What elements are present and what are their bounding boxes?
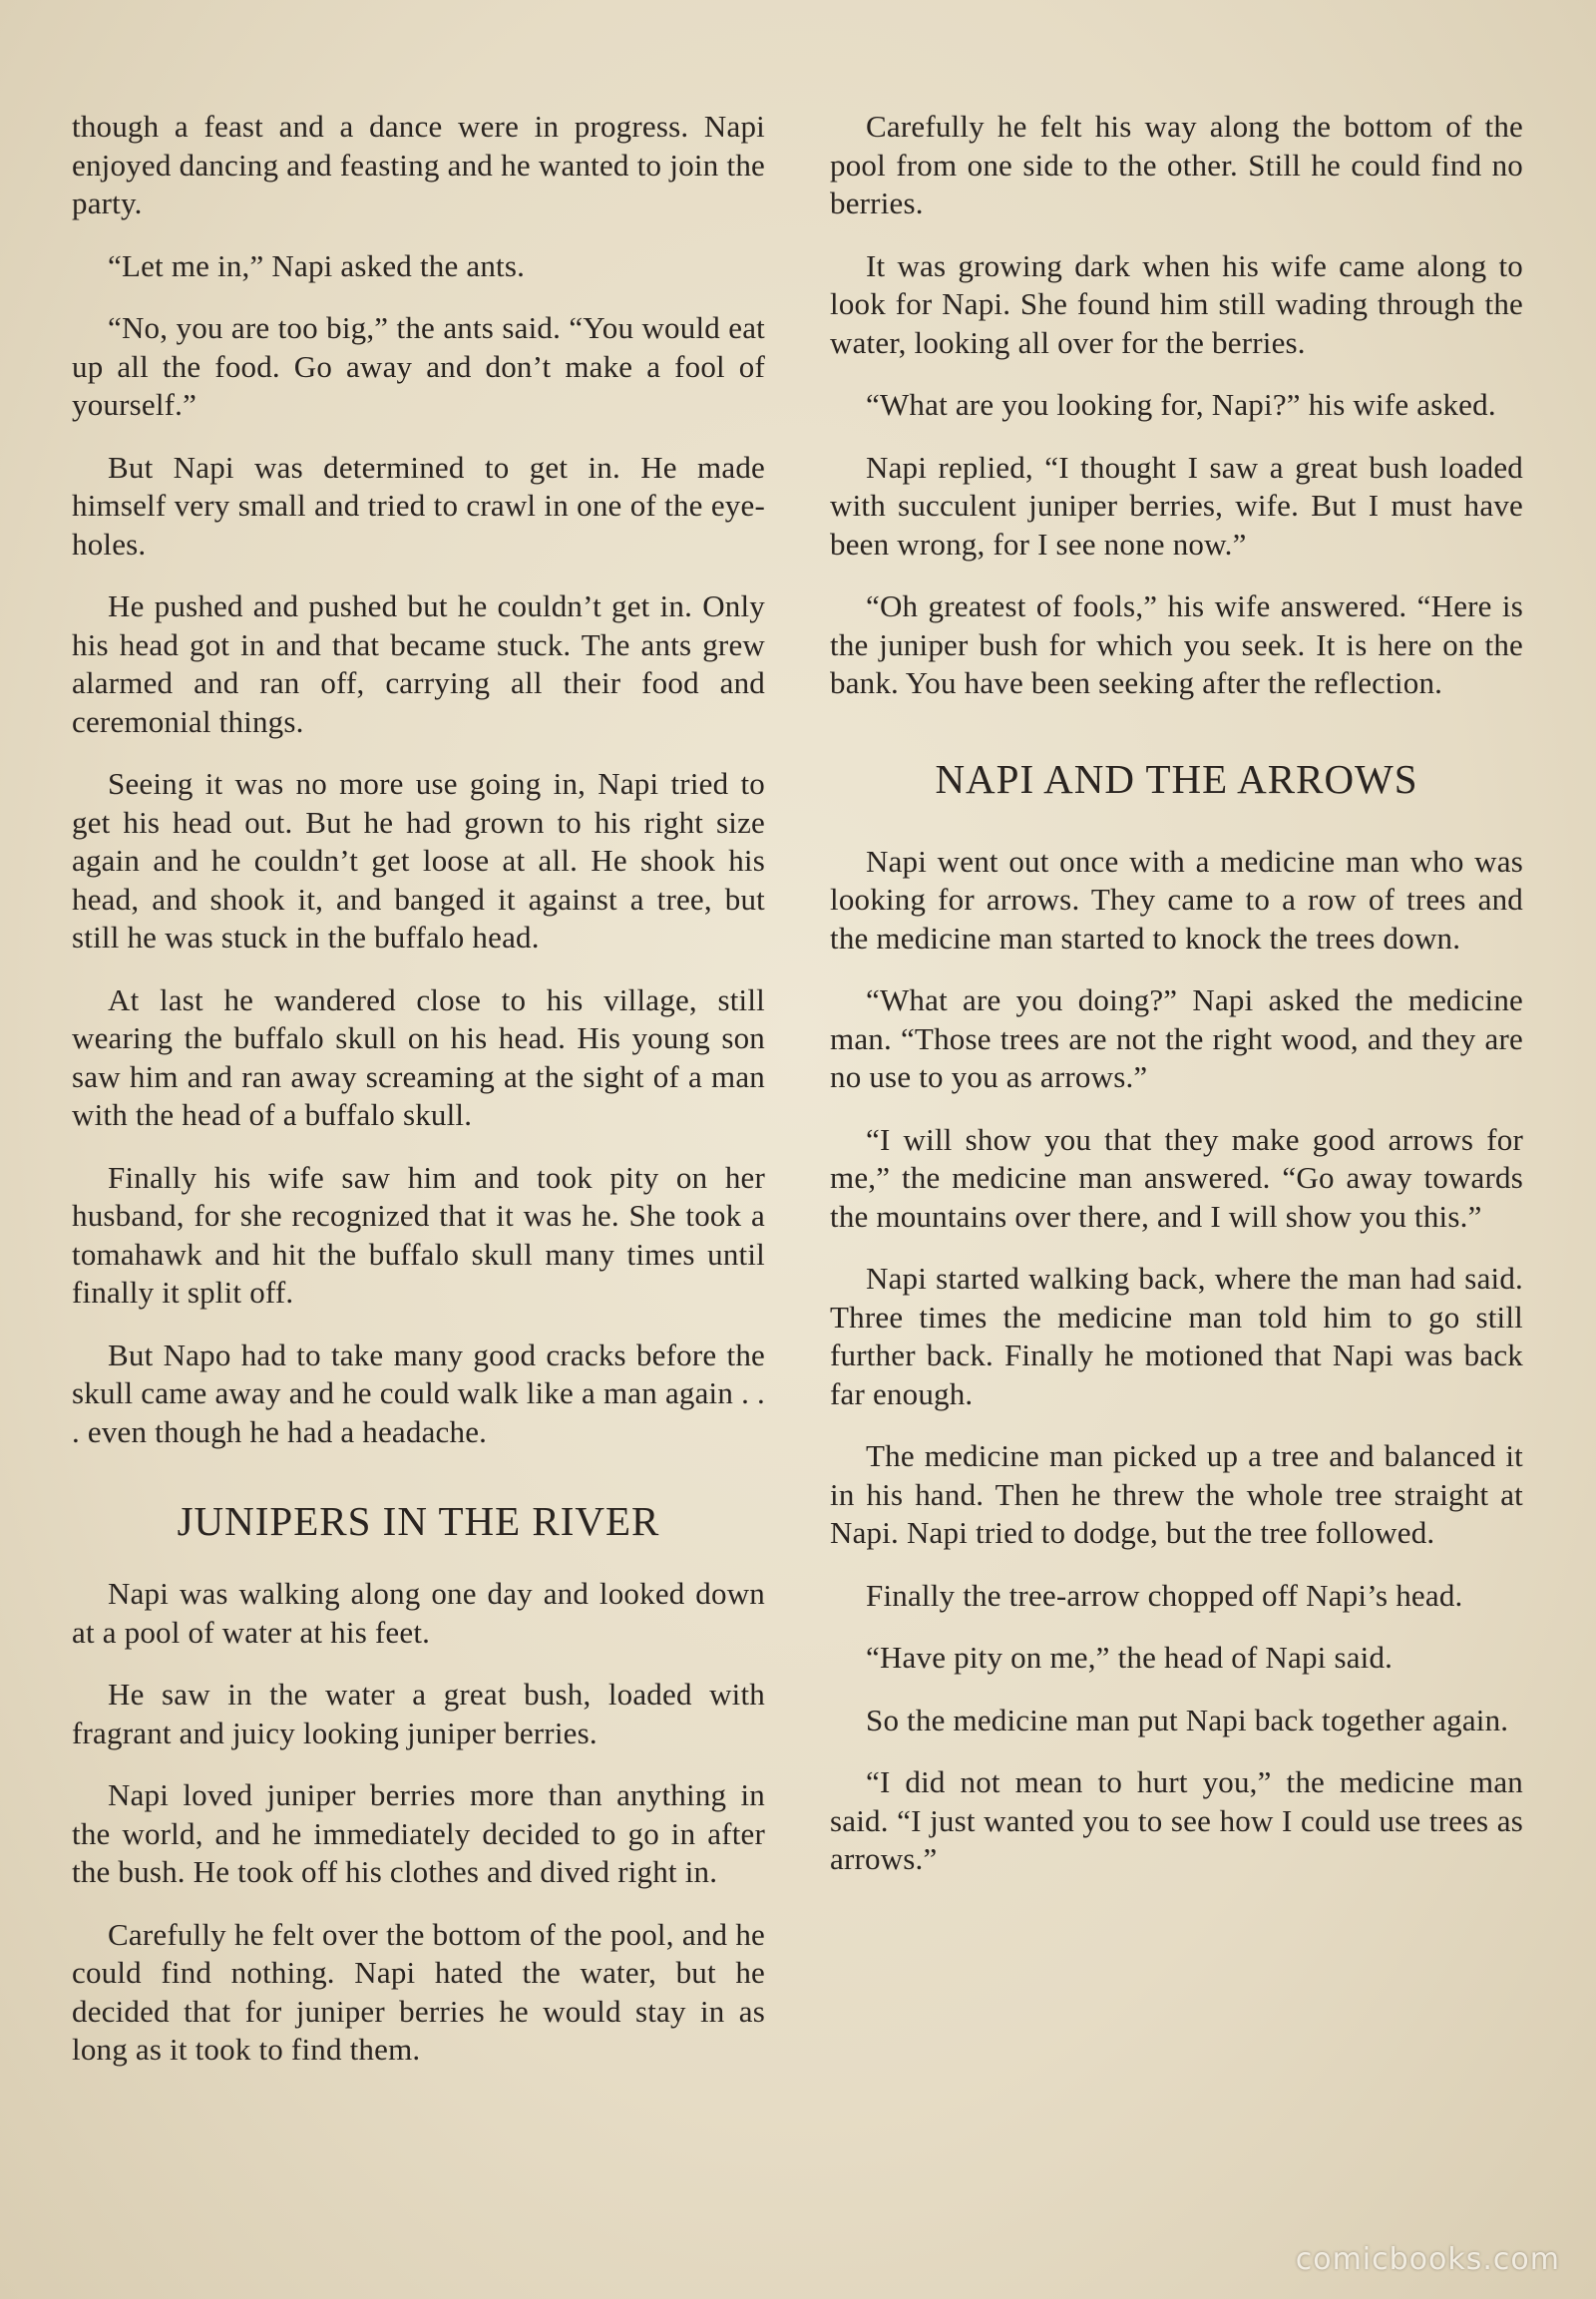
paragraph: “Let me in,” Napi asked the ants. [108, 247, 526, 283]
paragraph: “Oh greatest of fools,” his wife answered. “Here is the juniper bush for which you seek. It is here on the bank. You have been seeking after the reflection. [830, 588, 1523, 700]
paragraph: though a feast and a dance were in progress. Napi enjoyed dancing and feasting and he wanted to join the party. [72, 109, 765, 220]
paragraph: Napi replied, “I thought I saw a great bush loaded with succulent juniper berries, wife. But I must have been wrong, for I see none now.” [830, 449, 1523, 562]
paragraph: Carefully he felt over the bottom of the pool, and he could find nothing. Napi hated the water, but he decided that for juniper berries he would stay in as long as it took to find them. [72, 1916, 765, 2067]
paragraph: Napi started walking back, where the man had said. Three times the medicine man told him to go still further back. Finally he motioned that Napi was back far enough. [830, 1261, 1523, 1411]
paragraph: “What are you doing?” Napi asked the medicine man. “Those trees are not the right wood, and they are no use to you as arrows.” [830, 982, 1523, 1094]
paragraph: But Napo had to take many good cracks before the skull came away and he could walk like a man again . . . even though he had a headache. [72, 1337, 765, 1449]
paragraph: He saw in the water a great bush, loaded with fragrant and juicy looking juniper berries. [72, 1677, 765, 1750]
paragraph: Seeing it was no more use going in, Napi tried to get his head out. But he had grown to his right size again and he couldn’t get loose at all. He shook his head, and shook it, and banged it against a tree, but still he was stuck in the buffalo head. [72, 766, 765, 955]
paragraph: Finally the tree-arrow chopped off Napi’s head. [866, 1577, 1463, 1613]
paragraph: “I will show you that they make good arrows for me,” the medicine man answered. “Go away towards the mountains over there, and I will show you this.” [830, 1121, 1523, 1234]
paragraph: Napi loved juniper berries more than anything in the world, and he immediately decided to go in after the bush. He took off his clothes and dived right in. [72, 1777, 765, 1889]
section-heading: JUNIPERS IN THE RIVER [177, 1498, 660, 1544]
paragraph: It was growing dark when his wife came along to look for Napi. She found him still wading through the water, looking all over for the berries. [830, 247, 1523, 360]
paragraph: The medicine man picked up a tree and balanced it in his hand. Then he threw the whole tree straight at Napi. Napi tried to dodge, but the tree followed. [830, 1438, 1523, 1550]
paragraph: “Have pity on me,” the head of Napi said. [866, 1640, 1394, 1675]
paragraph: At last he wandered close to his village, still wearing the buffalo skull on his head. His young son saw him and ran away screaming at the sight of a man with the head of a buffalo skull. [72, 981, 765, 1132]
paragraph: Napi was walking along one day and looked down at a pool of water at his feet. [72, 1576, 765, 1650]
watermark: comicbooks.com [1295, 2242, 1560, 2277]
left-column [72, 108, 765, 2094]
paragraph: So the medicine man put Napi back together again. [866, 1702, 1509, 1737]
paragraph: “I did not mean to hurt you,” the medicine man said. “I just wanted you to see how I could use trees as arrows.” [830, 1764, 1523, 1876]
paragraph: He pushed and pushed but he couldn’t get in. Only his head got in and that became stuck. The ants grew alarmed and ran off, carrying all their food and ceremonial things. [72, 588, 765, 739]
paragraph: “What are you looking for, Napi?” his wife asked. [866, 387, 1496, 422]
paragraph: Carefully he felt his way along the bottom of the pool from one side to the other. Still he could find no berries. [830, 109, 1523, 220]
right-column [830, 108, 1523, 1903]
paragraph: Napi went out once with a medicine man who was looking for arrows. They came to a row of trees and the medicine man started to knock the trees down. [830, 843, 1523, 956]
paragraph: Finally his wife saw him and took pity on her husband, for she recognized that it was he. She took a tomahawk and hit the buffalo skull many times until finally it split off. [72, 1159, 765, 1310]
section-heading: NAPI AND THE ARROWS [935, 755, 1418, 802]
paragraph: But Napi was determined to get in. He made himself very small and tried to crawl in one of the eye-holes. [72, 449, 765, 562]
paragraph: “No, you are too big,” the ants said. “You would eat up all the food. Go away and don’t make a fool of yourself.” [72, 310, 765, 422]
